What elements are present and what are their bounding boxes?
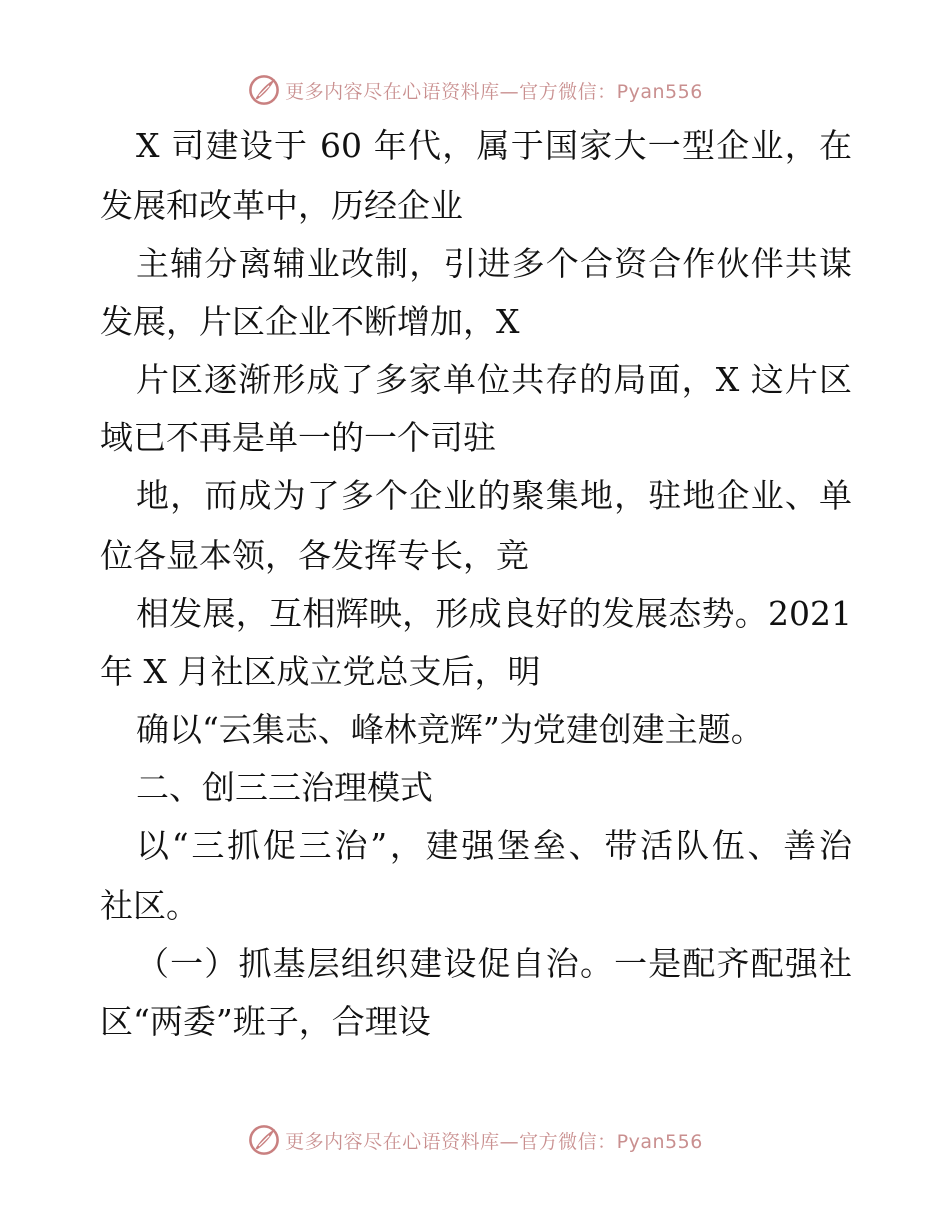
paragraph-line: 域已不再是单一的一个司驻 [100,418,496,457]
paragraph-line: 发展，片区企业不断增加，X [100,302,520,341]
section-heading: 二、创三三治理模式 [136,768,433,807]
feather-logo-icon [247,1123,281,1157]
watermark-text: 更多内容尽在心语资料库—官方微信：Pyan556 [285,80,703,103]
paragraph-line: 社区。 [100,886,199,925]
paragraph-line: 位各显本领，各发挥专长，竞 [100,536,529,575]
paragraph-line: 主辅分离辅业改制，引进多个合资合作伙伴共谋 [136,244,852,283]
paragraph-line: 发展和改革中，历经企业 [100,186,463,225]
header-watermark [0,70,950,110]
paragraph-line: X 司建设于 60 年代，属于国家大一型企业，在 [136,126,852,165]
paragraph-line: 以“三抓促三治”，建强堡垒、带活队伍、善治 [136,826,852,865]
feather-logo-icon [247,73,281,107]
watermark-text: 更多内容尽在心语资料库—官方微信：Pyan556 [285,1130,703,1153]
paragraph-line: 地，而成为了多个企业的聚集地，驻地企业、单 [136,476,852,515]
paragraph-line: 片区逐渐形成了多家单位共存的局面，X 这片区 [136,360,852,399]
paragraph-line: （一）抓基层组织建设促自治。一是配齐配强社 [136,944,852,983]
paragraph-line: 确以“云集志、峰林竞辉”为党建创建主题。 [136,710,764,749]
paragraph-line: 区“两委”班子，合理设 [100,1002,431,1041]
paragraph-line: 相发展，互相辉映，形成良好的发展态势。2021 [136,594,852,633]
footer-watermark [0,1120,950,1160]
paragraph-line: 年 X 月社区成立党总支后，明 [100,652,541,691]
